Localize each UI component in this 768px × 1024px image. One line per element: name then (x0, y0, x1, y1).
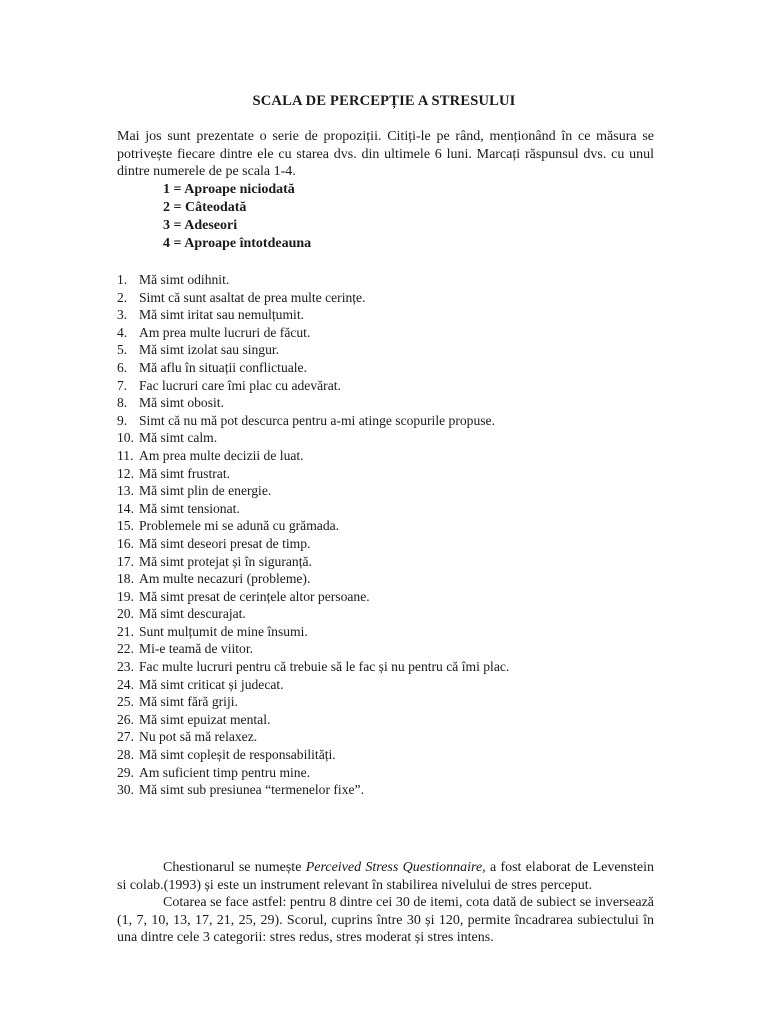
item-number: 14. (117, 500, 134, 516)
item-number: 17. (117, 553, 134, 569)
item-text: Mă simt calm. (139, 430, 218, 446)
list-item (117, 553, 509, 571)
list-item (117, 394, 509, 412)
footer-p1-after: a fost elaborat de Levenstein si colab.(1993) și este un instrument relevant în stabilirea nivelului de stres perceput. (117, 860, 654, 893)
list-item (117, 640, 509, 658)
list-item (117, 306, 509, 324)
item-text: Mă simt deseori presat de timp. (139, 535, 311, 551)
questionnaire-name: Perceived Stress Questionnaire, (305, 860, 486, 875)
item-text: Mă simt izolat sau singur. (139, 342, 280, 358)
response-scale (163, 181, 311, 253)
item-text: Mi-e teamă de viitor. (139, 641, 253, 657)
item-number: 7. (117, 377, 128, 393)
item-text: Fac lucruri care îmi plac cu adevărat. (139, 377, 341, 393)
list-item (117, 570, 509, 588)
item-list (117, 271, 509, 799)
item-text: Mă simt obosit. (139, 395, 224, 411)
footer-text (117, 859, 654, 947)
list-item (117, 377, 509, 395)
item-number: 18. (117, 571, 134, 587)
item-text: Mă simt sub presiunea “termenelor fixe”. (139, 782, 364, 798)
item-text: Am prea multe decizii de luat. (139, 447, 304, 463)
list-item (117, 711, 509, 729)
item-number: 28. (117, 747, 134, 763)
list-item (117, 693, 509, 711)
item-text: Mă simt plin de energie. (139, 483, 272, 499)
item-number: 9. (117, 412, 128, 428)
list-item (117, 658, 509, 676)
scale-option: 1 = Aproape niciodată (163, 182, 295, 197)
item-number: 12. (117, 465, 134, 481)
item-number: 10. (117, 430, 134, 446)
item-number: 8. (117, 395, 128, 411)
item-text: Mă simt criticat și judecat. (139, 676, 284, 692)
item-text: Am multe necazuri (probleme). (139, 571, 311, 587)
list-item (117, 623, 509, 641)
item-number: 4. (117, 324, 128, 340)
item-number: 1. (117, 272, 128, 287)
item-number: 20. (117, 606, 134, 622)
item-number: 16. (117, 535, 134, 551)
item-number: 6. (117, 359, 128, 375)
item-number: 29. (117, 764, 134, 780)
item-text: Mă simt tensionat. (139, 500, 240, 516)
item-text: Mă simt iritat sau nemulțumit. (139, 307, 304, 323)
list-item (117, 728, 509, 746)
item-number: 5. (117, 342, 128, 358)
item-text: Mă simt fără griji. (139, 694, 238, 710)
intro-paragraph: Mai jos sunt prezentate o serie de propoziții. Citiți-le pe rând, menționând în ce măsura se potrivește fiecare dintre ele cu starea dvs. din ultimele 6 luni. Marcați răspunsul dvs. cu unul dintre numerele de pe scala 1-4. (117, 129, 654, 179)
item-number: 30. (117, 782, 134, 798)
item-number: 27. (117, 729, 134, 745)
item-text: Am prea multe lucruri de făcut. (139, 324, 311, 340)
list-item (117, 289, 509, 307)
item-number: 15. (117, 518, 134, 534)
item-number: 2. (117, 289, 128, 305)
list-item (117, 746, 509, 764)
item-text: Nu pot să mă relaxez. (139, 729, 258, 745)
list-item (117, 676, 509, 694)
item-text: Fac multe lucruri pentru că trebuie să le fac și nu pentru că îmi plac. (139, 659, 510, 675)
item-number: 21. (117, 623, 134, 639)
item-text: Mă simt frustrat. (139, 465, 230, 481)
item-number: 3. (117, 307, 128, 323)
item-text: Mă simt odihnit. (139, 272, 230, 287)
scale-option: 4 = Aproape întotdeauna (163, 236, 312, 251)
item-text: Mă simt copleșit de responsabilități. (139, 747, 336, 763)
item-number: 11. (117, 447, 134, 463)
item-number: 22. (117, 641, 134, 657)
scale-option: 3 = Adeseori (163, 218, 238, 233)
list-item (117, 517, 509, 535)
list-item (117, 412, 509, 430)
list-item (117, 447, 509, 465)
list-item (117, 324, 509, 342)
item-text: Simt că sunt asaltat de prea multe cerințe. (139, 289, 366, 305)
list-item (117, 271, 509, 289)
list-item (117, 500, 509, 518)
item-text: Am suficient timp pentru mine. (139, 764, 311, 780)
footer-paragraph-2: Cotarea se face astfel: pentru 8 dintre cei 30 de itemi, cota dată de subiect se inversează (1, 7, 10, 13, 17, 21, 25, 29). Scorul, cuprins între 30 și 120, permite încadrarea subiectului în una dintre cele 3 categorii: stres redus, stres moderat și stres intens. (117, 895, 654, 945)
footer-p1-before: Chestionarul se numește (163, 860, 306, 875)
item-text: Problemele mi se adună cu grămada. (139, 518, 340, 534)
item-text: Mă simt descurajat. (139, 606, 246, 622)
item-text: Sunt mulțumit de mine însumi. (139, 623, 308, 639)
list-item (117, 341, 509, 359)
document-title: SCALA DE PERCEPȚIE A STRESULUI (252, 93, 516, 109)
list-item (117, 605, 509, 623)
item-number: 23. (117, 659, 134, 675)
list-item (117, 781, 509, 799)
item-number: 19. (117, 588, 134, 604)
item-text: Mă aflu în situații conflictuale. (139, 359, 307, 375)
list-item (117, 465, 509, 483)
item-number: 25. (117, 694, 134, 710)
list-item (117, 429, 509, 447)
list-item (117, 535, 509, 553)
list-item (117, 764, 509, 782)
list-item (117, 482, 509, 500)
list-item (117, 588, 509, 606)
item-text: Mă simt protejat și în siguranță. (139, 553, 312, 569)
footer-paragraph-1 (117, 859, 654, 894)
list-item (117, 359, 509, 377)
item-text: Mă simt epuizat mental. (139, 711, 271, 727)
item-number: 26. (117, 711, 134, 727)
item-text: Mă simt presat de cerințele altor persoane. (139, 588, 370, 604)
item-number: 13. (117, 483, 134, 499)
item-number: 24. (117, 676, 134, 692)
item-text: Simt că nu mă pot descurca pentru a-mi atinge scopurile propuse. (139, 412, 495, 428)
scale-option: 2 = Câteodată (163, 200, 247, 215)
